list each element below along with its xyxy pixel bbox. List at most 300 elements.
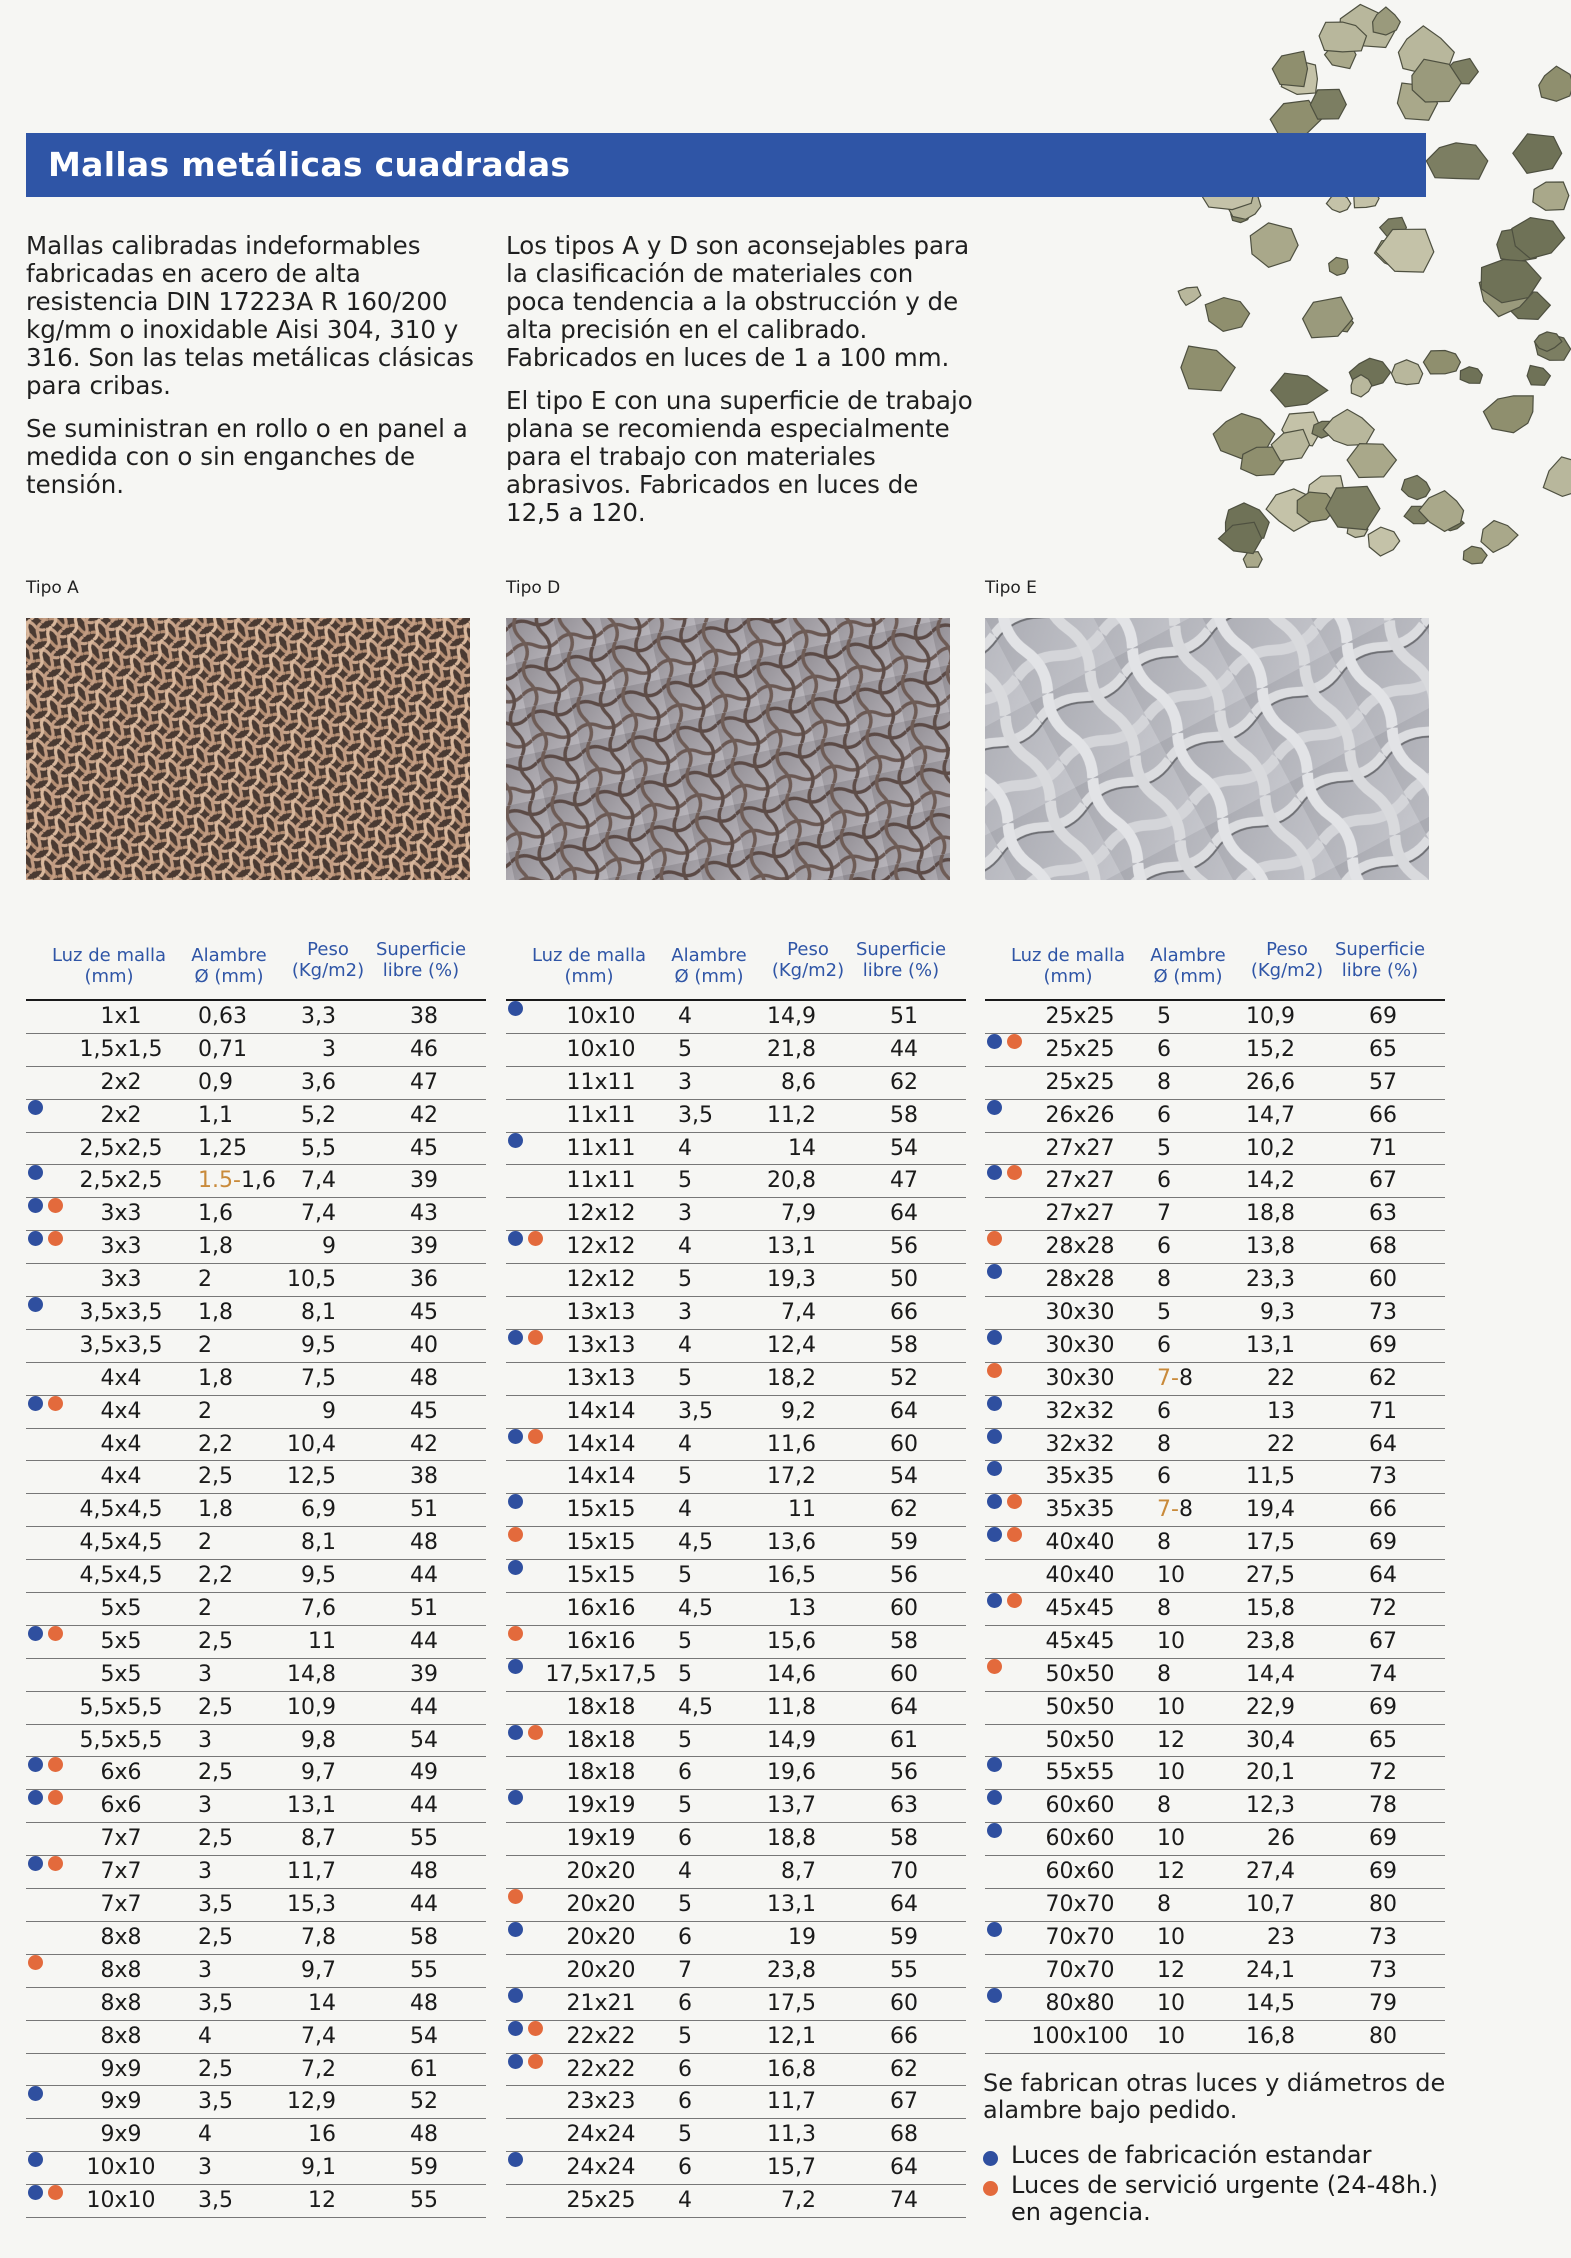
- cell-alambre: 10: [1157, 1826, 1185, 1852]
- standard-dot-icon: [28, 1757, 43, 1772]
- table-row: [26, 1330, 486, 1363]
- cell-alambre: 5: [678, 1168, 692, 1194]
- cell-alambre: 5: [678, 1267, 692, 1293]
- standard-dot-icon: [987, 1527, 1002, 1542]
- cell-superficie: 52: [890, 1365, 918, 1391]
- standard-dot-icon: [508, 1001, 523, 1016]
- cell-peso: 17,5: [1246, 1530, 1295, 1556]
- cell-superficie: 72: [1369, 1760, 1397, 1786]
- cell-alambre: 5: [678, 1365, 692, 1391]
- standard-dot-icon: [987, 1757, 1002, 1772]
- cell-alambre: 5: [678, 1036, 692, 1062]
- cell-superficie: 56: [890, 1760, 918, 1786]
- cell-luz: 4x4: [100, 1431, 142, 1457]
- table-row: [985, 1067, 1445, 1100]
- cell-alambre: 4: [678, 1431, 692, 1457]
- cell-superficie: 69: [1369, 1859, 1397, 1885]
- table-row: [506, 1988, 966, 2021]
- standard-dot-icon: [987, 1429, 1002, 1444]
- standard-dot-icon: [508, 1133, 523, 1148]
- cell-peso: 12,9: [287, 2089, 336, 2115]
- cell-alambre: 3,5: [198, 1990, 233, 2016]
- cell-alambre: 3: [678, 1069, 692, 1095]
- cell-luz: 3x3: [100, 1234, 142, 1260]
- table-row: [985, 1264, 1445, 1297]
- cell-peso: 24,1: [1246, 1957, 1295, 1983]
- table-row: [506, 1527, 966, 1560]
- header-alambre: [184, 945, 274, 987]
- cell-superficie: 51: [410, 1497, 438, 1523]
- standard-dot-icon: [28, 1856, 43, 1871]
- header-peso-line2: (Kg/m2): [1250, 960, 1324, 981]
- rock-shape: [1181, 346, 1235, 391]
- header-peso-line2: (Kg/m2): [771, 960, 845, 981]
- cell-superficie: 74: [1369, 1661, 1397, 1687]
- cell-superficie: 50: [890, 1267, 918, 1293]
- table-row: [26, 1527, 486, 1560]
- cell-peso: 7,4: [301, 1168, 336, 1194]
- cell-alambre: 8: [1157, 1267, 1171, 1293]
- cell-peso: 10,2: [1246, 1135, 1295, 1161]
- cell-luz: 4,5x4,5: [79, 1563, 163, 1589]
- table-row: [506, 1330, 966, 1363]
- cell-peso: 10,9: [1246, 1004, 1295, 1029]
- cell-alambre: 1,8: [198, 1300, 233, 1326]
- rock-shape: [1271, 373, 1328, 407]
- standard-dot-icon: [28, 1790, 43, 1805]
- header-superficie-line2: libre (%): [382, 960, 460, 981]
- standard-dot-icon: [28, 1198, 43, 1213]
- cell-alambre: 3: [678, 1201, 692, 1227]
- cell-alambre: 4,5: [678, 1596, 713, 1622]
- table-row: [985, 1461, 1445, 1494]
- standard-dot-icon: [987, 1988, 1002, 2003]
- cell-superficie: 43: [410, 1201, 438, 1227]
- cell-luz: 9x9: [100, 2056, 142, 2082]
- cell-alambre: 5: [1157, 1135, 1171, 1161]
- mesh-table-1: [26, 935, 486, 2218]
- table-row: [26, 1922, 486, 1955]
- header-luz: [34, 945, 184, 987]
- cell-peso: 23,8: [767, 1957, 816, 1983]
- cell-luz: 10x10: [86, 2155, 156, 2181]
- cell-alambre: 8: [1157, 1431, 1171, 1457]
- rock-shape: [1178, 287, 1201, 305]
- cell-peso: 8,1: [301, 1300, 336, 1326]
- rock-shape: [1392, 360, 1423, 385]
- cell-peso: 18,2: [767, 1365, 816, 1391]
- cell-luz: 5,5x5,5: [79, 1694, 163, 1720]
- urgent-dot-icon: [508, 1527, 523, 1542]
- table-row: [506, 1100, 966, 1133]
- cell-peso: 14,6: [767, 1661, 816, 1687]
- table-row: [506, 2152, 966, 2185]
- cell-peso: 7,2: [301, 2056, 336, 2082]
- cell-peso: 5,5: [301, 1135, 336, 1161]
- cell-peso: 15,8: [1246, 1596, 1295, 1622]
- header-luz-line2: (mm): [84, 966, 134, 987]
- cell-luz: 18x18: [566, 1694, 636, 1720]
- table-row: [506, 1297, 966, 1330]
- table-row: [506, 1725, 966, 1758]
- cell-superficie: 54: [890, 1464, 918, 1490]
- cell-superficie: 56: [890, 1563, 918, 1589]
- cell-superficie: 55: [890, 1957, 918, 1983]
- cell-superficie: 44: [410, 1892, 438, 1918]
- rock-shape: [1373, 7, 1401, 35]
- cell-peso: 14,4: [1246, 1661, 1295, 1687]
- cell-superficie: 58: [410, 1924, 438, 1950]
- cell-superficie: 52: [410, 2089, 438, 2115]
- cell-peso: 12,1: [767, 2023, 816, 2049]
- cell-superficie: 49: [410, 1760, 438, 1786]
- table-row: [506, 1198, 966, 1231]
- cell-luz: 7x7: [100, 1826, 142, 1852]
- cell-alambre: 3: [198, 1957, 212, 1983]
- cell-luz: 28x28: [1045, 1267, 1115, 1293]
- cell-superficie: 47: [410, 1069, 438, 1095]
- cell-peso: 9,7: [301, 1957, 336, 1983]
- standard-dot-icon: [28, 2086, 43, 2101]
- cell-luz: 15x15: [566, 1563, 636, 1589]
- table-header: [506, 935, 966, 999]
- cell-luz: 2x2: [100, 1102, 142, 1128]
- cell-luz: 7x7: [100, 1859, 142, 1885]
- cell-superficie: 44: [410, 1563, 438, 1589]
- table-row: [506, 1264, 966, 1297]
- cell-superficie: 60: [890, 1596, 918, 1622]
- table-row: [985, 1297, 1445, 1330]
- urgent-dot-icon: [508, 1889, 523, 1904]
- cell-peso: 14,9: [767, 1727, 816, 1753]
- cell-alambre: 8: [1157, 1793, 1171, 1819]
- cell-peso: 7,8: [301, 1924, 336, 1950]
- cell-peso: 9,5: [301, 1332, 336, 1358]
- cell-luz: 18x18: [566, 1760, 636, 1786]
- cell-luz: 6x6: [100, 1760, 142, 1786]
- cell-peso: 9,8: [301, 1727, 336, 1753]
- cell-luz: 13x13: [566, 1332, 636, 1358]
- header-superficie-line2: libre (%): [862, 960, 940, 981]
- cell-alambre: 1,8: [198, 1365, 233, 1391]
- cell-superficie: 47: [890, 1168, 918, 1194]
- cell-superficie: 68: [890, 2122, 918, 2148]
- cell-superficie: 60: [1369, 1267, 1397, 1293]
- cell-alambre: 4: [678, 1004, 692, 1029]
- cell-luz: 14x14: [566, 1431, 636, 1457]
- cell-alambre: 12: [1157, 1859, 1185, 1885]
- standard-dot-icon: [508, 1560, 523, 1575]
- table-row: [985, 1560, 1445, 1593]
- cell-alambre: 3: [198, 1727, 212, 1753]
- cell-alambre: 4,5: [678, 1694, 713, 1720]
- rock-shape: [1329, 257, 1349, 275]
- cell-luz: 100x100: [1031, 2023, 1129, 2049]
- cell-alambre: 4: [678, 1135, 692, 1161]
- header-alambre-line1: Alambre: [671, 945, 747, 966]
- table-row: [985, 1330, 1445, 1363]
- orange-dot-icon: [983, 2181, 998, 2196]
- cell-luz: 3,5x3,5: [79, 1332, 163, 1358]
- cell-superficie: 78: [1369, 1793, 1397, 1819]
- table-row: [506, 1889, 966, 1922]
- cell-superficie: 45: [410, 1398, 438, 1424]
- cell-superficie: 65: [1369, 1036, 1397, 1062]
- cell-alambre: 8: [1157, 1661, 1171, 1687]
- cell-superficie: 48: [410, 1859, 438, 1885]
- cell-alambre: 4: [678, 1332, 692, 1358]
- cell-peso: 15,6: [767, 1628, 816, 1654]
- cell-luz: 15x15: [566, 1497, 636, 1523]
- cell-luz: 14x14: [566, 1398, 636, 1424]
- standard-dot-icon: [987, 1396, 1002, 1411]
- table-row: [26, 1396, 486, 1429]
- cell-peso: 17,2: [767, 1464, 816, 1490]
- cell-peso: 9,2: [781, 1398, 816, 1424]
- cell-luz: 45x45: [1045, 1628, 1115, 1654]
- header-superficie: [848, 939, 954, 981]
- header-superficie: [368, 939, 474, 981]
- cell-peso: 11,7: [767, 2089, 816, 2115]
- cell-superficie: 64: [890, 1398, 918, 1424]
- cell-alambre: 0,63: [198, 1004, 247, 1029]
- cell-superficie: 63: [1369, 1201, 1397, 1227]
- cell-superficie: 54: [410, 1727, 438, 1753]
- cell-peso: 3,6: [301, 1069, 336, 1095]
- cell-alambre: 6: [678, 2056, 692, 2082]
- header-alambre-line2: Ø (mm): [1153, 966, 1223, 987]
- cell-superficie: 62: [890, 1497, 918, 1523]
- rock-shape: [1483, 396, 1533, 433]
- cell-peso: 22,9: [1246, 1694, 1295, 1720]
- table-row: [26, 2021, 486, 2054]
- cell-peso: 13,6: [767, 1530, 816, 1556]
- cell-luz: 10x10: [566, 1004, 636, 1029]
- cell-alambre: 2,5: [198, 1924, 233, 1950]
- cell-peso: 26,6: [1246, 1069, 1295, 1095]
- cell-luz: 27x27: [1045, 1201, 1115, 1227]
- cell-superficie: 48: [410, 2122, 438, 2148]
- cell-luz: 24x24: [566, 2122, 636, 2148]
- rock-shape: [1481, 521, 1518, 553]
- cell-superficie: 44: [410, 1793, 438, 1819]
- rock-shape: [1426, 143, 1488, 179]
- cell-alambre: 4: [678, 1859, 692, 1885]
- cell-peso: 13,1: [287, 1793, 336, 1819]
- header-luz-line2: (mm): [1043, 966, 1093, 987]
- table-row: [26, 2119, 486, 2152]
- cell-superficie: 60: [890, 1990, 918, 2016]
- cell-luz: 40x40: [1045, 1530, 1115, 1556]
- rock-shape: [1533, 182, 1569, 210]
- header-peso: [288, 939, 368, 981]
- cell-peso: 23,8: [1246, 1628, 1295, 1654]
- table-row: [26, 1494, 486, 1527]
- table-row: [506, 1626, 966, 1659]
- table-row: [985, 1494, 1445, 1527]
- cell-superficie: 67: [1369, 1168, 1397, 1194]
- standard-dot-icon: [508, 1988, 523, 2003]
- rock-shape: [1323, 409, 1374, 445]
- cell-alambre: 8: [1157, 1069, 1171, 1095]
- standard-dot-icon: [508, 2152, 523, 2167]
- cell-peso: 9: [322, 1398, 336, 1424]
- table-row: [985, 1757, 1445, 1790]
- table-row: [985, 1922, 1445, 1955]
- tipo-d-label: Tipo D: [506, 578, 561, 598]
- cell-luz: 3,5x3,5: [79, 1300, 163, 1326]
- cell-luz: 32x32: [1045, 1398, 1115, 1424]
- cell-alambre: 12: [1157, 1957, 1185, 1983]
- cell-luz: 22x22: [566, 2056, 636, 2082]
- cell-luz: 14x14: [566, 1464, 636, 1490]
- cell-alambre: 3,5: [198, 1892, 233, 1918]
- header-peso-line1: Peso: [1266, 939, 1308, 960]
- urgent-dot-icon: [508, 1626, 523, 1641]
- cell-peso: 9: [322, 1234, 336, 1260]
- standard-dot-icon: [28, 2185, 43, 2200]
- table-row: [985, 1396, 1445, 1429]
- table-row: [26, 1725, 486, 1758]
- cell-superficie: 42: [410, 1431, 438, 1457]
- cell-luz: 27x27: [1045, 1168, 1115, 1194]
- cell-peso: 13,1: [767, 1234, 816, 1260]
- cell-superficie: 66: [1369, 1102, 1397, 1128]
- cell-peso: 12: [308, 2188, 336, 2214]
- standard-dot-icon: [987, 1790, 1002, 1805]
- table-row: [985, 1790, 1445, 1823]
- cell-peso: 11,7: [287, 1859, 336, 1885]
- cell-alambre: 6: [678, 2089, 692, 2115]
- cell-alambre: 3,5: [678, 1398, 713, 1424]
- cell-luz: 35x35: [1045, 1497, 1115, 1523]
- blue-dot-icon: [983, 2151, 998, 2166]
- header-superficie: [1327, 939, 1433, 981]
- cell-superficie: 44: [890, 1036, 918, 1062]
- cell-superficie: 48: [410, 1365, 438, 1391]
- cell-peso: 6,9: [301, 1497, 336, 1523]
- table-row: [985, 1988, 1445, 2021]
- cell-superficie: 72: [1369, 1596, 1397, 1622]
- table-body: [26, 999, 486, 2218]
- cell-superficie: 56: [890, 1234, 918, 1260]
- cell-superficie: 80: [1369, 2023, 1397, 2049]
- cell-luz: 30x30: [1045, 1365, 1115, 1391]
- cell-luz: 9x9: [100, 2122, 142, 2148]
- cell-luz: 4,5x4,5: [79, 1497, 163, 1523]
- cell-alambre: 3: [198, 1793, 212, 1819]
- legend-standard-text: Luces de fabricación estandar: [1011, 2141, 1372, 2169]
- rock-shape: [1463, 546, 1487, 564]
- standard-dot-icon: [508, 1725, 523, 1740]
- cell-peso: 11,6: [767, 1431, 816, 1457]
- cell-peso: 13,7: [767, 1793, 816, 1819]
- table-row: [506, 1396, 966, 1429]
- cell-peso: 11,2: [767, 1102, 816, 1128]
- cell-luz: 22x22: [566, 2023, 636, 2049]
- cell-peso: 18,8: [767, 1826, 816, 1852]
- tipo-a-mesh-image: [26, 618, 470, 880]
- cell-alambre: 6: [1157, 1464, 1171, 1490]
- table-row: [26, 1297, 486, 1330]
- cell-luz: 5x5: [100, 1661, 142, 1687]
- standard-dot-icon: [987, 1330, 1002, 1345]
- rock-shape: [1402, 475, 1431, 499]
- header-peso-line2: (Kg/m2): [291, 960, 365, 981]
- header-superficie-line1: Superficie: [375, 939, 467, 960]
- cell-superficie: 58: [890, 1332, 918, 1358]
- cell-luz: 25x25: [1045, 1004, 1115, 1029]
- cell-superficie: 55: [410, 2188, 438, 2214]
- cell-luz: 27x27: [1045, 1135, 1115, 1161]
- table-row: [506, 2086, 966, 2119]
- cell-peso: 14: [308, 1990, 336, 2016]
- table-row: [26, 1001, 486, 1034]
- cell-alambre: 4,5: [678, 1530, 713, 1556]
- cell-alambre: 6: [1157, 1234, 1171, 1260]
- cell-superficie: 65: [1369, 1727, 1397, 1753]
- cell-luz: 12x12: [566, 1201, 636, 1227]
- table-row: [506, 1034, 966, 1067]
- cell-peso: 10,9: [287, 1694, 336, 1720]
- cell-peso: 7,5: [301, 1365, 336, 1391]
- cell-peso: 23,3: [1246, 1267, 1295, 1293]
- table-row: [26, 1560, 486, 1593]
- urgent-dot-icon: [987, 1659, 1002, 1674]
- standard-dot-icon: [28, 1297, 43, 1312]
- cell-peso: 26: [1267, 1826, 1295, 1852]
- cell-luz: 8x8: [100, 1924, 142, 1950]
- cell-peso: 11,3: [767, 2122, 816, 2148]
- cell-alambre: 7-8: [1157, 1365, 1193, 1391]
- cell-peso: 10,5: [287, 1267, 336, 1293]
- table-body: [506, 999, 966, 2218]
- cell-luz: 20x20: [566, 1957, 636, 1983]
- table-row: [985, 2021, 1445, 2054]
- header-luz: [993, 945, 1143, 987]
- table-row: [506, 1363, 966, 1396]
- header-luz: [514, 945, 664, 987]
- cell-luz: 50x50: [1045, 1694, 1115, 1720]
- table-row: [26, 1790, 486, 1823]
- cell-peso: 9,5: [301, 1563, 336, 1589]
- cell-luz: 4,5x4,5: [79, 1530, 163, 1556]
- standard-dot-icon: [987, 1100, 1002, 1115]
- cell-luz: 8x8: [100, 1957, 142, 1983]
- cell-alambre: 8: [1157, 1596, 1171, 1622]
- cell-peso: 13: [788, 1596, 816, 1622]
- cell-peso: 18,8: [1246, 1201, 1295, 1227]
- standard-dot-icon: [508, 2021, 523, 2036]
- cell-alambre: 6: [1157, 1332, 1171, 1358]
- cell-alambre: 5: [678, 1892, 692, 1918]
- cell-alambre: 3,5: [198, 2188, 233, 2214]
- standard-dot-icon: [987, 1461, 1002, 1476]
- cell-peso: 13,8: [1246, 1234, 1295, 1260]
- table-row: [506, 1494, 966, 1527]
- cell-peso: 16: [308, 2122, 336, 2148]
- cell-peso: 8,6: [781, 1069, 816, 1095]
- standard-dot-icon: [987, 1494, 1002, 1509]
- header-luz-line1: Luz de malla: [531, 945, 647, 966]
- cell-luz: 18x18: [566, 1727, 636, 1753]
- cell-luz: 4x4: [100, 1365, 142, 1391]
- cell-superficie: 73: [1369, 1924, 1397, 1950]
- cell-alambre: 10: [1157, 1628, 1185, 1654]
- cell-luz: 8x8: [100, 2023, 142, 2049]
- cell-superficie: 71: [1369, 1135, 1397, 1161]
- header-alambre-line2: Ø (mm): [194, 966, 264, 987]
